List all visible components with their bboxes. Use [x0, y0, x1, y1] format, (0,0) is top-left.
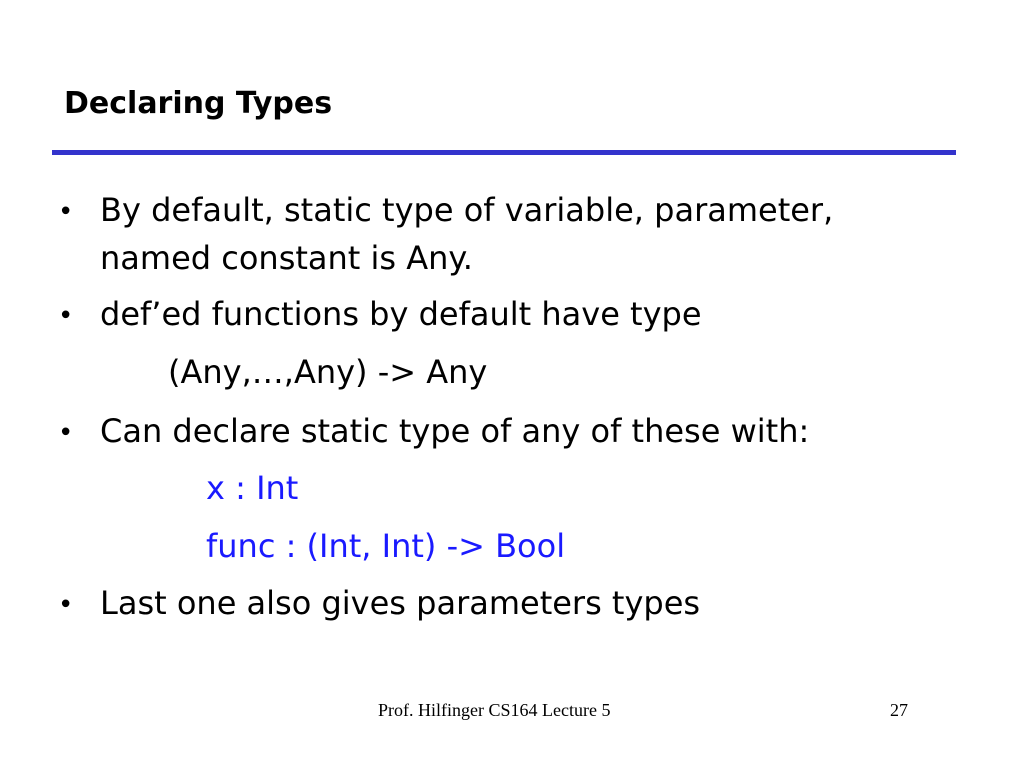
- bullet-1-line-2: named constant is Any.: [100, 239, 473, 277]
- bullet-4-line-1: Last one also gives parameters types: [100, 584, 701, 622]
- bullet-2-line-1: def’ed functions by default have type: [100, 295, 702, 333]
- page-number: 27: [890, 700, 908, 720]
- bullet-icon: •: [58, 590, 74, 620]
- title-divider: [52, 150, 956, 155]
- bullet-icon: •: [58, 301, 74, 331]
- bullet-3-line-1: Can declare static type of any of these with:: [100, 412, 810, 450]
- code-line-1: x : Int: [206, 469, 299, 507]
- footer-text: Prof. Hilfinger CS164 Lecture 5: [378, 700, 611, 720]
- bullet-icon: •: [58, 197, 74, 227]
- slide-title: Declaring Types: [64, 86, 333, 121]
- bullet-2-subline: (Any,…,Any) -> Any: [168, 353, 488, 391]
- code-line-2: func : (Int, Int) -> Bool: [206, 527, 566, 565]
- bullet-icon: •: [58, 418, 74, 448]
- bullet-1-line-1: By default, static type of variable, parameter,: [100, 191, 834, 229]
